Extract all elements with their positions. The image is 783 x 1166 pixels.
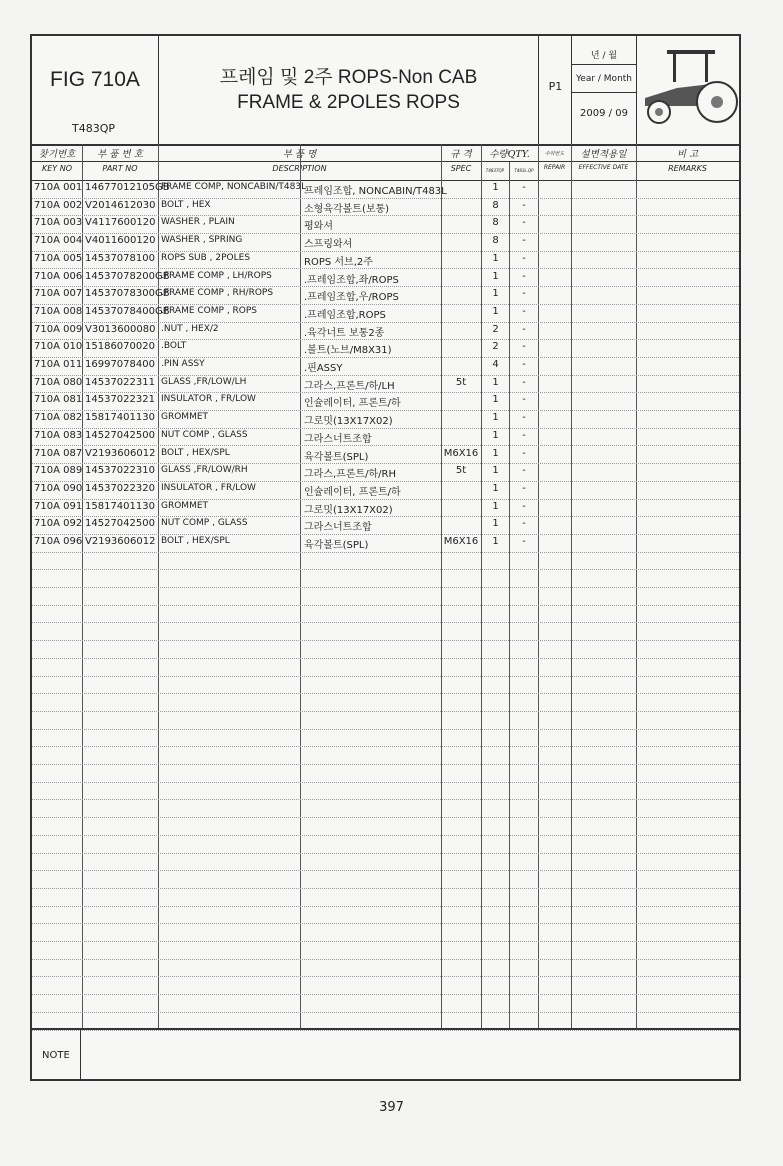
- col-part: 부 품 번 호 PART NO: [82, 144, 158, 180]
- cell-desc-en: BOLT , HEX/SPL: [161, 536, 230, 546]
- cell-desc-ko: .볼트(노브/M8X31): [304, 345, 392, 357]
- table-row: [32, 446, 739, 465]
- cell-desc-en: INSULATOR , FR/LOW: [161, 482, 256, 493]
- cell-desc-en: .NUT , HEX/2: [161, 323, 219, 334]
- cell-desc-en: INSULATOR , FR/LOW: [161, 394, 256, 405]
- cell-q2: 1: [492, 305, 499, 317]
- cell-desc-en: NUT COMP , GLASS: [161, 518, 248, 529]
- table-row: [32, 499, 739, 518]
- cell-q2: 1: [492, 429, 499, 441]
- cell-key: 710A 080: [34, 376, 83, 388]
- table-row: [32, 215, 739, 234]
- cell-q1: -: [522, 465, 526, 477]
- cell-desc-ko: 스프링와셔: [304, 239, 353, 251]
- cell-desc-en: .PIN ASSY: [161, 359, 205, 369]
- cell-part: 14537078100: [85, 252, 155, 264]
- cell-desc-ko: 그라스,프론트/하/LH: [304, 380, 395, 392]
- cell-spec: M6X16: [443, 447, 479, 459]
- cell-desc-ko: .육각너트 보통2종: [304, 327, 385, 339]
- cell-q1: -: [522, 447, 526, 459]
- cell-key: 710A 007: [34, 288, 83, 300]
- cell-desc-ko: .프레임조합,우/ROPS: [304, 292, 399, 304]
- cell-q2: 8: [492, 217, 499, 229]
- cell-part: 14677012105GB: [85, 182, 170, 193]
- cell-desc-ko: 그라스너트조합: [304, 433, 372, 445]
- table-row: [32, 959, 739, 978]
- cell-q1: -: [522, 500, 526, 512]
- cell-q1: -: [522, 252, 526, 264]
- cell-desc-ko: .프레임조합,ROPS: [304, 309, 386, 321]
- table-row: [32, 481, 739, 500]
- table-row: [32, 392, 739, 411]
- table-row: [32, 180, 739, 199]
- cell-key: 710A 011: [34, 359, 83, 370]
- cell-q2: 1: [492, 518, 499, 530]
- cell-key: 710A 010: [34, 341, 83, 353]
- cell-q1: -: [522, 429, 526, 441]
- cell-part: 15817401130: [85, 500, 155, 512]
- table-row: [32, 994, 739, 1013]
- table-row: [32, 835, 739, 854]
- table-row: [32, 198, 739, 217]
- cell-key: 710A 090: [34, 482, 83, 494]
- cell-part: 14527042500: [85, 518, 155, 530]
- cell-part: V2193606012: [85, 536, 156, 547]
- cell-desc-en: BOLT , HEX/SPL: [161, 447, 230, 458]
- cell-q2: 4: [492, 359, 499, 370]
- cell-desc-ko: 육각볼트(SPL): [304, 451, 369, 463]
- year-month-box: [572, 36, 636, 144]
- cell-part: 14537022320: [85, 482, 155, 494]
- table-row: [32, 640, 739, 659]
- table-row: [32, 286, 739, 305]
- table-row: [32, 676, 739, 695]
- table-row: [32, 587, 739, 606]
- cell-desc-ko: 평와셔: [304, 221, 333, 233]
- year-month-ko: 년 / 월: [590, 51, 618, 61]
- cell-desc-en: BOLT , HEX: [161, 199, 211, 210]
- cell-part: 15817401130: [85, 412, 155, 424]
- cell-desc-ko: ROPS 서브,2주: [304, 256, 373, 268]
- table-row: [32, 251, 739, 270]
- figure-box: [32, 36, 158, 144]
- cell-q2: 1: [492, 270, 499, 282]
- cell-part: 14527042500: [85, 429, 155, 441]
- cell-desc-en: .FRAME COMP , LH/ROPS: [161, 270, 272, 281]
- cell-part: 14537022321: [85, 394, 155, 406]
- model-code: T483QP: [72, 122, 116, 135]
- cell-q1: -: [522, 359, 526, 370]
- cell-q2: 1: [492, 482, 499, 494]
- cell-desc-en: NUT COMP , GLASS: [161, 429, 248, 440]
- column-header-row: [32, 144, 739, 181]
- page-title: [159, 36, 538, 144]
- cell-desc-en: ROPS SUB , 2POLES: [161, 252, 251, 263]
- cell-desc-en: GLASS ,FR/LOW/RH: [161, 465, 248, 476]
- cell-q2: 1: [492, 412, 499, 424]
- cell-desc-ko: 인슐레이터, 프론트/하: [304, 398, 401, 410]
- cell-q1: -: [522, 323, 526, 335]
- cell-key: 710A 087: [34, 447, 83, 459]
- cell-part: V4011600120: [85, 235, 156, 247]
- cell-part: V3013600080: [85, 323, 156, 335]
- cell-key: 710A 002: [34, 199, 83, 211]
- table-row: [32, 711, 739, 730]
- table-row: [32, 817, 739, 836]
- table-row: [32, 746, 739, 765]
- cell-desc-en: WASHER , SPRING: [161, 235, 243, 246]
- cell-key: 710A 008: [34, 305, 83, 317]
- cell-key: 710A 096: [34, 536, 83, 547]
- cell-q2: 1: [492, 182, 499, 193]
- col-remarks: 비 고 REMARKS: [636, 144, 739, 180]
- page-number: 397: [379, 1100, 404, 1115]
- cell-q1: -: [522, 182, 526, 193]
- page-label: P1: [548, 80, 563, 93]
- cell-desc-ko: 소형육각볼트(보통): [304, 203, 390, 215]
- cell-desc-ko: 그라스너트조합: [304, 522, 372, 534]
- table-row: [32, 569, 739, 588]
- table-row: [32, 977, 739, 996]
- cell-q2: 8: [492, 199, 499, 211]
- cell-part: 14537022311: [85, 376, 155, 388]
- cell-desc-ko: 인슐레이터, 프론트/하: [304, 486, 401, 498]
- table-row: [32, 853, 739, 872]
- cell-part: V2193606012: [85, 447, 156, 459]
- cell-q2: 8: [492, 235, 499, 247]
- cell-q2: 2: [492, 323, 499, 335]
- cell-q2: 2: [492, 341, 499, 353]
- table-row: [32, 269, 739, 288]
- cell-key: 710A 091: [34, 500, 83, 512]
- col-spec: 규 격 SPEC: [441, 144, 481, 180]
- table-row: [32, 800, 739, 819]
- table-row: [32, 623, 739, 642]
- col-key: 찾기번호 KEY NO: [32, 144, 82, 180]
- cell-q2: 1: [492, 376, 499, 388]
- cell-desc-ko: .핀ASSY: [304, 363, 343, 374]
- table-row: [32, 923, 739, 942]
- cell-q1: -: [522, 270, 526, 282]
- table-row: [32, 463, 739, 482]
- cell-desc-en: GLASS ,FR/LOW/LH: [161, 376, 247, 387]
- note-label: NOTE: [42, 1050, 70, 1061]
- cell-q1: -: [522, 376, 526, 388]
- cell-spec: 5t: [455, 465, 467, 477]
- cell-key: 710A 081: [34, 394, 83, 406]
- table-row: [32, 870, 739, 889]
- col-repair: 수리번도 REPAIR: [538, 144, 571, 180]
- table-row: [32, 304, 739, 323]
- table-row: [32, 322, 739, 341]
- cell-desc-en: WASHER , PLAIN: [161, 217, 235, 228]
- cell-q1: -: [522, 341, 526, 353]
- title-english: FRAME & 2POLES ROPS: [237, 92, 460, 113]
- cell-q2: 1: [492, 536, 499, 547]
- table-row: [32, 658, 739, 677]
- table-row: [32, 906, 739, 925]
- table-row: [32, 534, 739, 553]
- cell-desc-en: .FRAME COMP , ROPS: [161, 305, 258, 316]
- cell-desc-ko: 그로밋(13X17X02): [304, 504, 393, 516]
- cell-q1: -: [522, 536, 526, 547]
- note-box: [32, 1028, 739, 1081]
- cell-desc-en: .BOLT: [161, 341, 187, 352]
- cell-key: 710A 082: [34, 412, 83, 424]
- cell-part: 14537078200GB: [85, 270, 170, 282]
- table-row: [32, 552, 739, 571]
- cell-q2: 1: [492, 465, 499, 477]
- cell-desc-ko: .프레임조합,좌/ROPS: [304, 274, 399, 286]
- table-row: [32, 605, 739, 624]
- cell-desc-ko: 프레임조합, NONCABIN/T483L: [304, 186, 447, 197]
- cell-key: 710A 001: [34, 182, 83, 193]
- table-row: [32, 729, 739, 748]
- cell-q1: -: [522, 217, 526, 229]
- cell-part: 14537022310: [85, 465, 155, 477]
- cell-key: 710A 005: [34, 252, 83, 264]
- table-row: [32, 782, 739, 801]
- sheet-header: [32, 36, 739, 146]
- table-row: [32, 357, 739, 376]
- page-label-box: [539, 36, 572, 144]
- cell-q1: -: [522, 412, 526, 424]
- cell-q2: 1: [492, 288, 499, 300]
- cell-q2: 1: [492, 500, 499, 512]
- col-effective-date: 설변적용일 EFFECTIVE DATE: [571, 144, 636, 180]
- cell-q1: -: [522, 518, 526, 530]
- cell-part: V4117600120: [85, 217, 156, 229]
- cell-q2: 1: [492, 447, 499, 459]
- table-row: [32, 693, 739, 712]
- cell-desc-en: GROMMET: [161, 412, 209, 423]
- cell-desc-en: GROMMET: [161, 500, 209, 511]
- cell-spec: M6X16: [443, 536, 479, 547]
- cell-key: 710A 083: [34, 429, 83, 441]
- cell-part: V2014612030: [85, 199, 156, 211]
- cell-key: 710A 006: [34, 270, 83, 282]
- cell-spec: 5t: [455, 376, 467, 388]
- cell-desc-ko: 그라스,프론트/하/RH: [304, 469, 397, 481]
- parts-sheet: [30, 34, 741, 1081]
- cell-q1: -: [522, 235, 526, 247]
- cell-part: 14537078300GB: [85, 288, 170, 300]
- figure-number: FIG 710A: [50, 68, 140, 91]
- cell-q2: 1: [492, 394, 499, 406]
- cell-part: 14537078400GB: [85, 305, 170, 317]
- table-row: [32, 516, 739, 535]
- table-row: [32, 233, 739, 252]
- table-row: [32, 941, 739, 960]
- year-month-value: 2009 / 09: [580, 108, 628, 119]
- cell-key: 710A 009: [34, 323, 83, 335]
- table-row: [32, 764, 739, 783]
- cell-key: 710A 004: [34, 235, 83, 247]
- table-row: [32, 339, 739, 358]
- col-qty: 수량QTY. T4837QP T483L.QP: [481, 144, 538, 180]
- table-row: [32, 410, 739, 429]
- cell-desc-ko: 육각볼트(SPL): [304, 540, 369, 551]
- cell-q1: -: [522, 482, 526, 494]
- table-row: [32, 375, 739, 394]
- cell-desc-ko: 그로밋(13X17X02): [304, 416, 393, 428]
- col-description: 부 품 명 DESCRIPTION: [158, 144, 441, 180]
- cell-key: 710A 003: [34, 217, 83, 229]
- year-month-en: Year / Month: [575, 74, 633, 84]
- cell-desc-en: .FRAME COMP , RH/ROPS: [161, 288, 274, 299]
- cell-key: 710A 092: [34, 518, 83, 530]
- tractor-icon: [637, 36, 739, 144]
- table-row: [32, 428, 739, 447]
- cell-desc-en: FRAME COMP, NONCABIN/T483L: [161, 182, 307, 192]
- cell-key: 710A 089: [34, 465, 83, 477]
- cell-q1: -: [522, 288, 526, 300]
- cell-q2: 1: [492, 252, 499, 264]
- table-row: [32, 888, 739, 907]
- title-korean: 프레임 및 2주 ROPS-Non CAB: [219, 67, 478, 88]
- cell-part: 16997078400: [85, 359, 155, 370]
- cell-part: 15186070020: [85, 341, 155, 353]
- cell-q1: -: [522, 305, 526, 317]
- cell-q1: -: [522, 394, 526, 406]
- cell-q1: -: [522, 199, 526, 211]
